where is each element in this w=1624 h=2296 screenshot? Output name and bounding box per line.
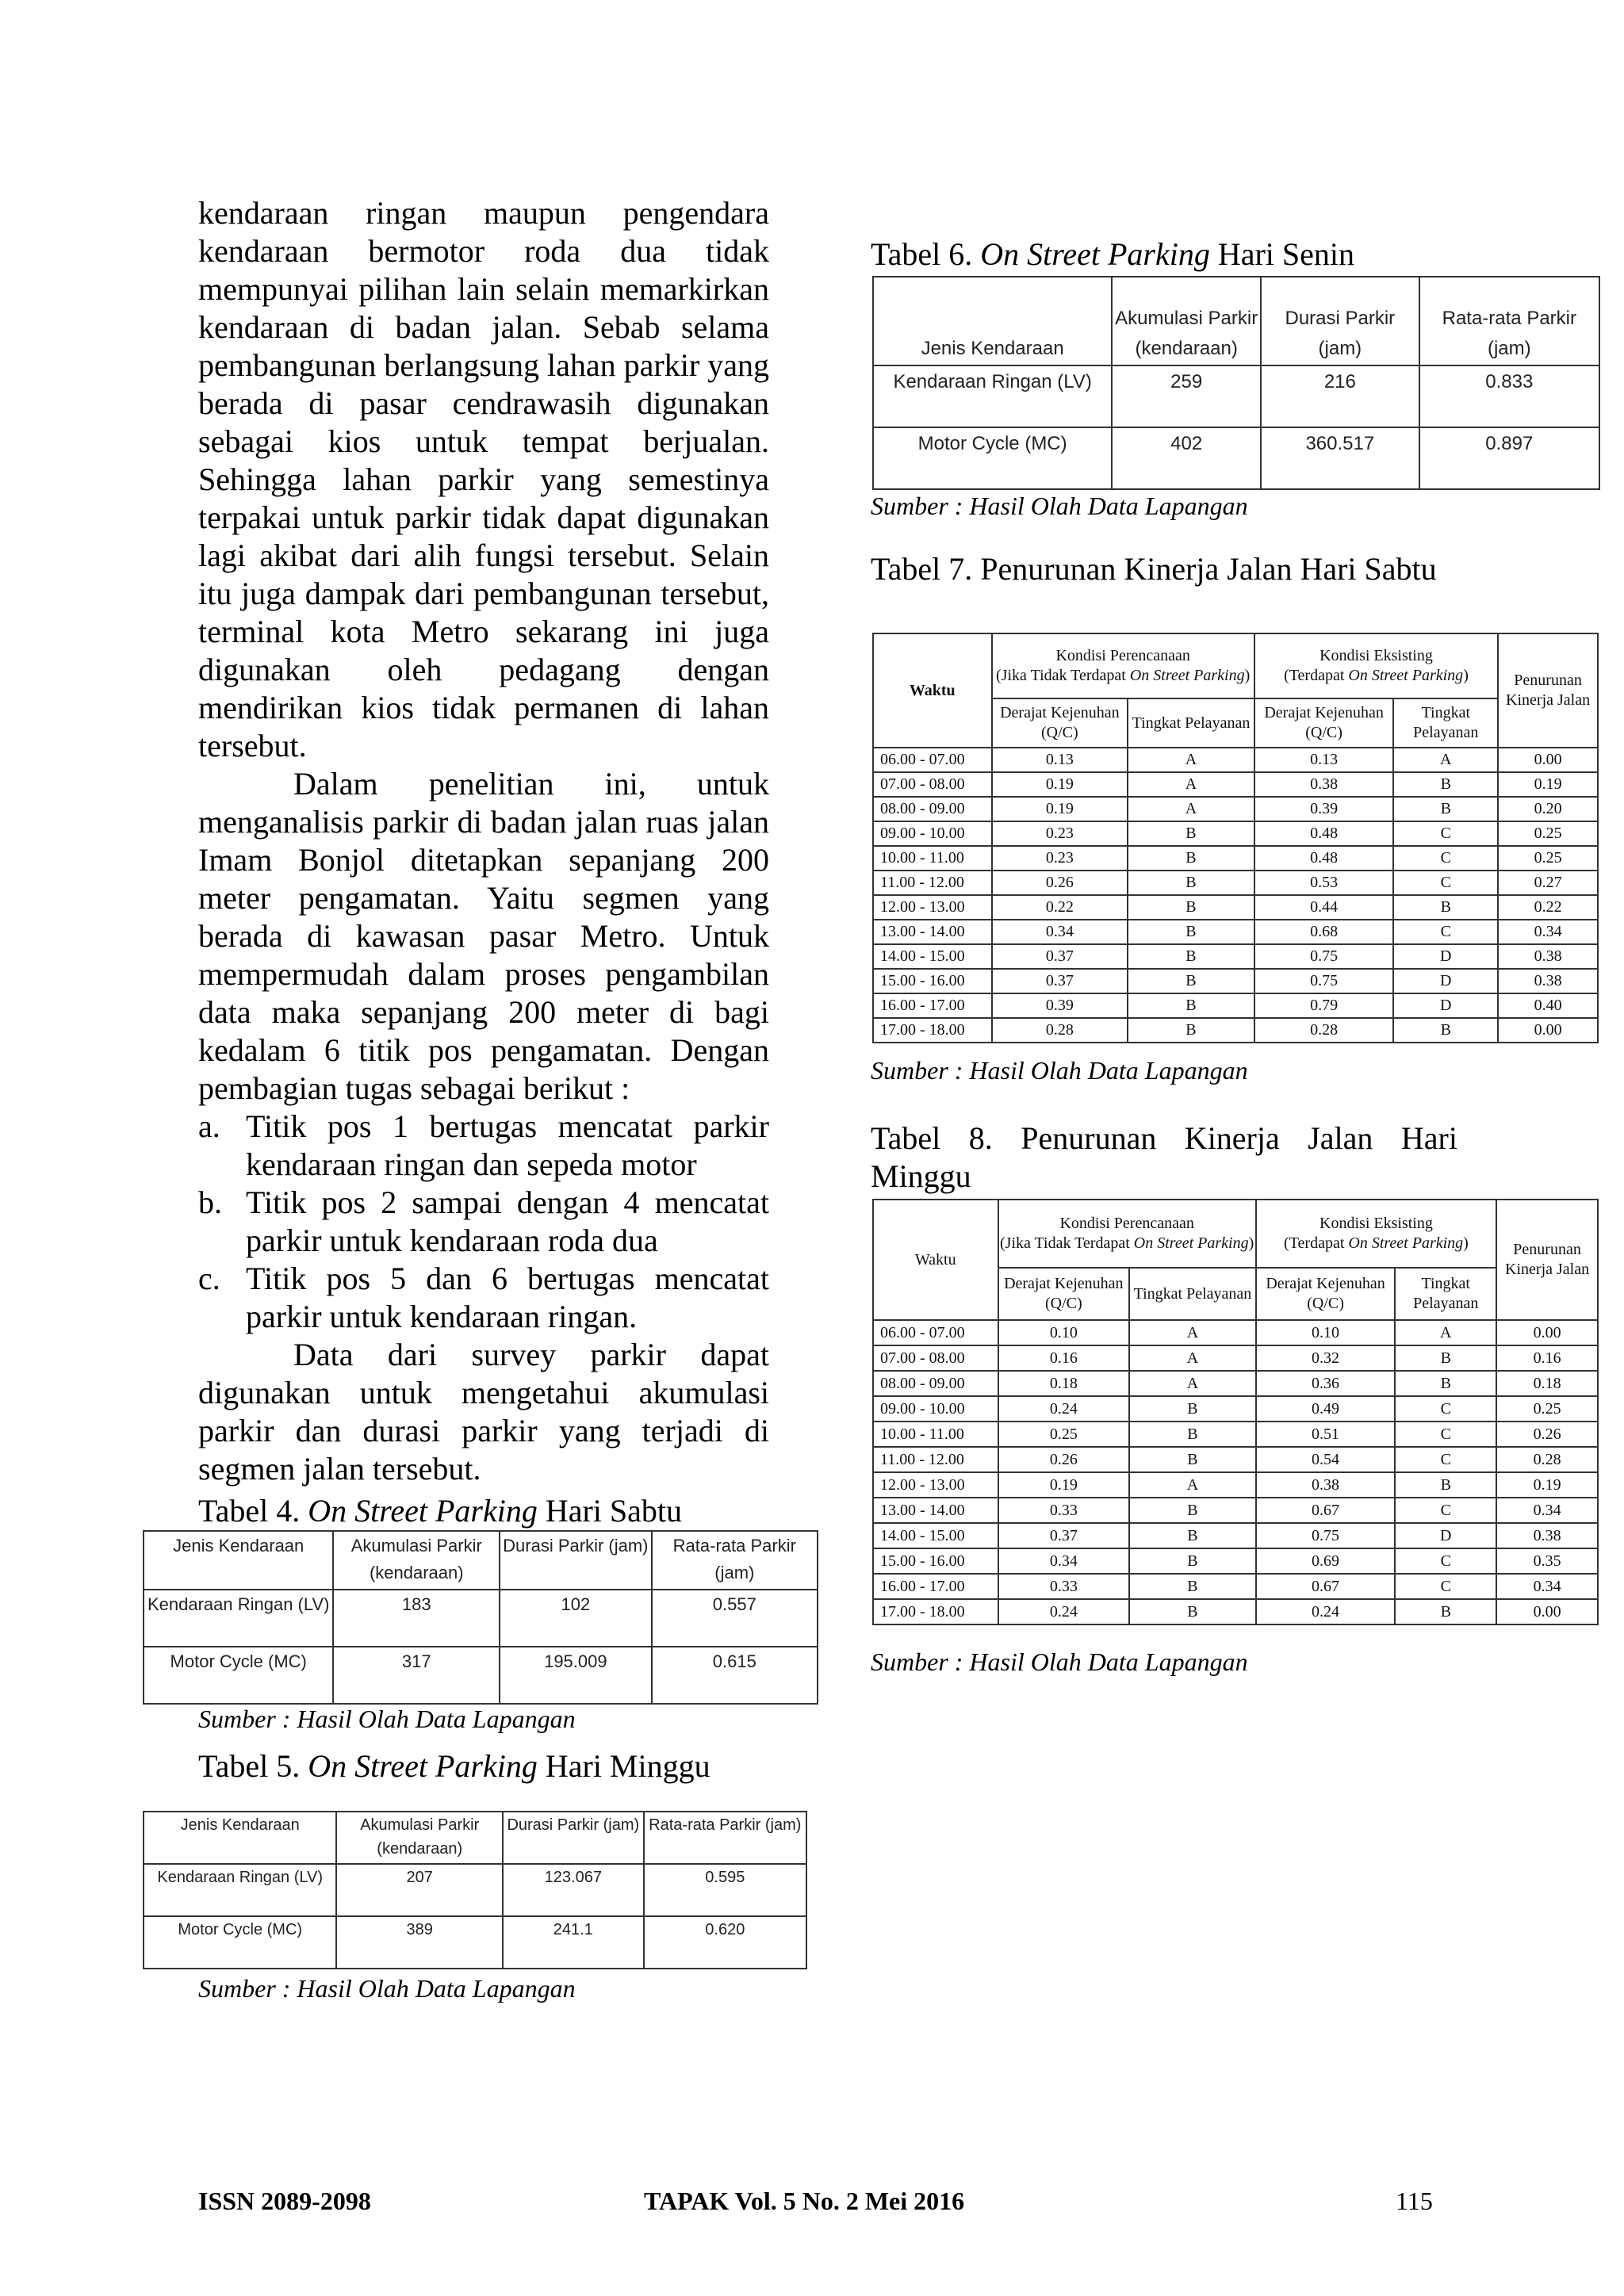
cell: 15.00 - 16.00: [873, 969, 992, 993]
cell: 06.00 - 07.00: [873, 748, 992, 772]
body-paragraph: Dalam penelitian ini, untuk menganalisis parkir di badan jalan ruas jalan Imam Bonjol ditetapkan sepanjang 200 meter pengamatan. Yaitu segmen yang berada di kawasan pasar Metro. Untuk mempermudah dalam proses pengambilan data maka sepanjang 200 meter di bagi kedalam 6 titik pos pengamatan. Dengan pembagian tugas sebagai berikut :: [198, 766, 769, 1106]
header-akumulasi: Akumulasi Parkir (kendaraan): [1112, 277, 1261, 365]
cell: C: [1395, 1574, 1496, 1599]
cell: B: [1395, 1472, 1496, 1498]
table-row: [873, 772, 1598, 797]
cell: B: [1129, 1548, 1256, 1574]
table6-source: Sumber : Hasil Olah Data Lapangan: [871, 492, 1248, 520]
cell: C: [1393, 846, 1498, 871]
cell: B: [1128, 993, 1254, 1018]
header-tingkat: Tingkat Pelayanan: [1129, 1268, 1256, 1320]
table6-source-block: [871, 490, 1248, 522]
table-row: [873, 846, 1598, 871]
table-row: [873, 427, 1599, 489]
cell: 216: [1261, 365, 1419, 427]
cell: B: [1129, 1498, 1256, 1523]
cell: 402: [1112, 427, 1261, 489]
cell: 0.27: [1498, 871, 1598, 895]
cell: 0.19: [998, 1472, 1130, 1498]
table4: [143, 1530, 818, 1705]
table6: [872, 276, 1600, 490]
cell: B: [1128, 895, 1254, 920]
table-row: [873, 1574, 1598, 1599]
cell: Motor Cycle (MC): [144, 1916, 336, 1969]
table-row: [873, 1422, 1598, 1447]
table7-wrapper: [872, 633, 1599, 1043]
cell: C: [1393, 821, 1498, 846]
cell: 195.009: [500, 1647, 652, 1704]
cell: 0.23: [992, 846, 1128, 871]
cell: B: [1128, 920, 1254, 944]
list-marker: b.: [198, 1184, 222, 1220]
cell: 0.16: [998, 1345, 1130, 1371]
table-row: [873, 1371, 1598, 1396]
cell: B: [1393, 797, 1498, 821]
cell: B: [1129, 1574, 1256, 1599]
table5-source: Sumber : Hasil Olah Data Lapangan: [198, 1974, 576, 2003]
cell: 0.75: [1254, 944, 1394, 969]
cell: 102: [500, 1590, 652, 1647]
cell: 0.19: [1496, 1472, 1598, 1498]
cell: 12.00 - 13.00: [873, 895, 992, 920]
table-row: [873, 969, 1598, 993]
cell: A: [1129, 1371, 1256, 1396]
header-jenis: Jenis Kendaraan: [873, 277, 1112, 365]
cell: C: [1395, 1396, 1496, 1422]
cell: 0.33: [998, 1498, 1130, 1523]
cell: C: [1395, 1447, 1496, 1472]
task-list: [198, 1108, 769, 1336]
cell: 17.00 - 18.00: [873, 1599, 998, 1624]
cell: 0.18: [998, 1371, 1130, 1396]
list-item-text: Titik pos 1 bertugas mencatat parkir kendaraan ringan dan sepeda motor: [246, 1108, 769, 1182]
cell: 11.00 - 12.00: [873, 871, 992, 895]
cell: 08.00 - 09.00: [873, 797, 992, 821]
cell: 0.25: [998, 1422, 1130, 1447]
cell: B: [1129, 1422, 1256, 1447]
cell: 0.25: [1498, 846, 1598, 871]
table4-caption-block: [198, 1492, 817, 1530]
cell: 0.25: [1498, 821, 1598, 846]
table-row: [873, 748, 1598, 772]
cell: A: [1128, 772, 1254, 797]
cell: 0.26: [998, 1447, 1130, 1472]
cell: Kendaraan Ringan (LV): [873, 365, 1112, 427]
cell: 389: [336, 1916, 503, 1969]
list-item: [198, 1184, 769, 1260]
cell: 0.35: [1496, 1548, 1598, 1574]
cell: 0.557: [652, 1590, 818, 1647]
cell: C: [1393, 920, 1498, 944]
table-row: [873, 797, 1598, 821]
footer-issn: ISSN 2089-2098: [198, 2187, 371, 2215]
table7-source-block: [871, 1054, 1248, 1086]
cell: Kendaraan Ringan (LV): [144, 1590, 333, 1647]
table7-caption-block: [871, 550, 1457, 588]
table5-wrapper: [143, 1811, 807, 1969]
cell: Motor Cycle (MC): [144, 1647, 333, 1704]
list-item: [198, 1260, 769, 1336]
cell: C: [1395, 1498, 1496, 1523]
list-item-text: Titik pos 5 dan 6 bertugas mencatat parkir untuk kendaraan ringan.: [246, 1261, 769, 1334]
header-jenis: Jenis Kendaraan: [144, 1812, 336, 1864]
header-rata: Rata-rata Parkir (jam): [652, 1531, 818, 1590]
cell: B: [1128, 969, 1254, 993]
cell: B: [1395, 1371, 1496, 1396]
table7-body: [873, 748, 1598, 1043]
table6-caption: Tabel 6. On Street Parking Hari Senin: [871, 236, 1355, 272]
cell: 0.54: [1256, 1447, 1396, 1472]
cell: C: [1393, 871, 1498, 895]
table-row: [873, 1447, 1598, 1472]
cell: 0.53: [1254, 871, 1394, 895]
header-derajat: Derajat Kejenuhan (Q/C): [1256, 1268, 1396, 1320]
cell: 11.00 - 12.00: [873, 1447, 998, 1472]
cell: 0.19: [1498, 772, 1598, 797]
table5-source-block: [198, 1973, 576, 2004]
cell: 0.00: [1498, 748, 1598, 772]
header-eksisting: Kondisi Eksisting (Terdapat On Street Parking): [1254, 633, 1498, 698]
cell: 16.00 - 17.00: [873, 993, 992, 1018]
table5: [143, 1811, 807, 1969]
cell: B: [1395, 1345, 1496, 1371]
cell: 207: [336, 1864, 503, 1916]
table-row: [873, 1018, 1598, 1043]
cell: 0.18: [1496, 1371, 1598, 1396]
table5-caption-block: [198, 1747, 817, 1785]
cell: 0.34: [1498, 920, 1598, 944]
table4-wrapper: [143, 1530, 818, 1705]
header-derajat: Derajat Kejenuhan (Q/C): [1254, 698, 1394, 748]
cell: B: [1393, 1018, 1498, 1043]
table-row: [873, 1320, 1598, 1345]
cell: 0.75: [1254, 969, 1394, 993]
table-row: [873, 871, 1598, 895]
cell: 07.00 - 08.00: [873, 1345, 998, 1371]
cell: 241.1: [503, 1916, 644, 1969]
cell: 0.22: [992, 895, 1128, 920]
cell: 0.39: [1254, 797, 1394, 821]
cell: 0.68: [1254, 920, 1394, 944]
cell: 0.20: [1498, 797, 1598, 821]
table-row: [873, 365, 1599, 427]
cell: B: [1393, 772, 1498, 797]
cell: 0.23: [992, 821, 1128, 846]
cell: 0.49: [1256, 1396, 1396, 1422]
cell: 0.615: [652, 1647, 818, 1704]
body-paragraph: kendaraan ringan maupun pengendara kendaraan bermotor roda dua tidak mempunyai pilihan lain selain memarkirkan kendaraan di badan jalan. Sebab selama pembangunan berlangsung lahan parkir yang berada di pasar cendrawasih digunakan sebagai kios untuk tempat berjualan. Sehingga lahan parkir yang semestinya terpakai untuk parkir tidak dapat digunakan lagi akibat dari alih fungsi tersebut. Selain itu juga dampak dari pembangunan tersebut, terminal kota Metro sekarang ini juga digunakan oleh pedagang dengan mendirikan kios tidak permanen di lahan tersebut.: [198, 195, 769, 763]
cell: B: [1128, 1018, 1254, 1043]
cell: Kendaraan Ringan (LV): [144, 1864, 336, 1916]
cell: 0.595: [644, 1864, 806, 1916]
cell: 0.34: [992, 920, 1128, 944]
table-row: [144, 1590, 818, 1647]
table-row: [873, 821, 1598, 846]
cell: 0.51: [1256, 1422, 1396, 1447]
cell: 0.38: [1256, 1472, 1396, 1498]
cell: 259: [1112, 365, 1261, 427]
cell: 0.33: [998, 1574, 1130, 1599]
cell: 0.38: [1498, 944, 1598, 969]
cell: 0.24: [1256, 1599, 1396, 1624]
cell: D: [1393, 993, 1498, 1018]
cell: 0.79: [1254, 993, 1394, 1018]
header-rata: Rata-rata Parkir (jam): [644, 1812, 806, 1864]
cell: 09.00 - 10.00: [873, 821, 992, 846]
cell: 0.620: [644, 1916, 806, 1969]
cell: 0.13: [1254, 748, 1394, 772]
cell: A: [1128, 797, 1254, 821]
table-row: [873, 944, 1598, 969]
cell: 0.48: [1254, 821, 1394, 846]
cell: 0.24: [998, 1396, 1130, 1422]
cell: 0.16: [1496, 1345, 1598, 1371]
cell: 12.00 - 13.00: [873, 1472, 998, 1498]
table-row: [873, 1548, 1598, 1574]
cell: 0.10: [998, 1320, 1130, 1345]
cell: B: [1393, 895, 1498, 920]
header-akumulasi: Akumulasi Parkir (kendaraan): [336, 1812, 503, 1864]
footer-page-number: 115: [1396, 2187, 1433, 2215]
cell: 0.67: [1256, 1498, 1396, 1523]
cell: 0.10: [1256, 1320, 1396, 1345]
list-item: [198, 1108, 769, 1184]
header-penurunan: Penurunan Kinerja Jalan: [1496, 1200, 1598, 1320]
header-tingkat: Tingkat Pelayanan: [1395, 1268, 1496, 1320]
header-eksisting: Kondisi Eksisting (Terdapat On Street Parking): [1256, 1200, 1496, 1268]
table5-caption: Tabel 5. On Street Parking Hari Minggu: [198, 1748, 710, 1784]
table6-wrapper: [872, 276, 1600, 490]
cell: A: [1129, 1472, 1256, 1498]
table8-caption-block: [871, 1119, 1457, 1196]
cell: 13.00 - 14.00: [873, 920, 992, 944]
cell: B: [1129, 1396, 1256, 1422]
cell: 0.40: [1498, 993, 1598, 1018]
cell: 0.00: [1498, 1018, 1598, 1043]
table-row: [144, 1647, 818, 1704]
cell: 0.36: [1256, 1371, 1396, 1396]
cell: 0.48: [1254, 846, 1394, 871]
cell: 0.69: [1256, 1548, 1396, 1574]
cell: 0.38: [1498, 969, 1598, 993]
header-perencanaan: Kondisi Perencanaan (Jika Tidak Terdapat On Street Parking): [998, 1200, 1256, 1268]
cell: 0.22: [1498, 895, 1598, 920]
cell: A: [1395, 1320, 1496, 1345]
cell: 0.32: [1256, 1345, 1396, 1371]
cell: A: [1129, 1345, 1256, 1371]
cell: Motor Cycle (MC): [873, 427, 1112, 489]
cell: 07.00 - 08.00: [873, 772, 992, 797]
cell: 0.37: [998, 1523, 1130, 1548]
cell: D: [1393, 969, 1498, 993]
header-derajat: Derajat Kejenuhan (Q/C): [992, 698, 1128, 748]
body-paragraph: Data dari survey parkir dapat digunakan untuk mengetahui akumulasi parkir dan durasi parkir yang terjadi di segmen jalan tersebut.: [198, 1337, 769, 1487]
table-row: [873, 895, 1598, 920]
table8-source-block: [871, 1646, 1248, 1678]
cell: B: [1129, 1447, 1256, 1472]
cell: 0.13: [992, 748, 1128, 772]
cell: B: [1128, 871, 1254, 895]
cell: D: [1393, 944, 1498, 969]
cell: 14.00 - 15.00: [873, 944, 992, 969]
cell: 0.34: [998, 1548, 1130, 1574]
table-row: [144, 1864, 806, 1916]
header-perencanaan: Kondisi Perencanaan (Jika Tidak Terdapat On Street Parking): [992, 633, 1254, 698]
table-row: [873, 1498, 1598, 1523]
list-marker: a.: [198, 1108, 220, 1144]
table7: [872, 633, 1599, 1043]
list-item-text: Titik pos 2 sampai dengan 4 mencatat parkir untuk kendaraan roda dua: [246, 1184, 769, 1258]
header-durasi: Durasi Parkir (jam): [500, 1531, 652, 1590]
cell: 14.00 - 15.00: [873, 1523, 998, 1548]
cell: 0.38: [1496, 1523, 1598, 1548]
table7-caption: Tabel 7. Penurunan Kinerja Jalan Hari Sabtu: [871, 551, 1437, 587]
table-row: [873, 993, 1598, 1018]
header-tingkat: Tingkat Pelayanan: [1128, 698, 1254, 748]
cell: 360.517: [1261, 427, 1419, 489]
cell: 0.37: [992, 944, 1128, 969]
cell: 183: [333, 1590, 500, 1647]
left-column: [198, 194, 769, 1488]
cell: B: [1129, 1523, 1256, 1548]
table-row: [144, 1916, 806, 1969]
cell: 17.00 - 18.00: [873, 1018, 992, 1043]
cell: B: [1128, 846, 1254, 871]
header-akumulasi: Akumulasi Parkir (kendaraan): [333, 1531, 500, 1590]
cell: 0.67: [1256, 1574, 1396, 1599]
table4-source-block: [198, 1703, 576, 1735]
cell: C: [1395, 1548, 1496, 1574]
cell: 0.00: [1496, 1320, 1598, 1345]
cell: A: [1129, 1320, 1256, 1345]
header-durasi: Durasi Parkir (jam): [503, 1812, 644, 1864]
header-waktu: Waktu: [873, 633, 992, 748]
cell: 15.00 - 16.00: [873, 1548, 998, 1574]
table8-caption: Tabel 8. Penurunan Kinerja Jalan Hari Minggu: [871, 1120, 1457, 1194]
cell: 0.19: [992, 772, 1128, 797]
header-rata: Rata-rata Parkir (jam): [1419, 277, 1599, 365]
footer-journal: TAPAK Vol. 5 No. 2 Mei 2016: [644, 2187, 965, 2215]
cell: 0.19: [992, 797, 1128, 821]
cell: 08.00 - 09.00: [873, 1371, 998, 1396]
cell: 16.00 - 17.00: [873, 1574, 998, 1599]
header-tingkat: Tingkat Pelayanan: [1393, 698, 1498, 748]
cell: 0.28: [1254, 1018, 1394, 1043]
cell: 0.37: [992, 969, 1128, 993]
cell: 09.00 - 10.00: [873, 1396, 998, 1422]
table4-source: Sumber : Hasil Olah Data Lapangan: [198, 1705, 576, 1733]
table8-wrapper: [872, 1199, 1599, 1625]
cell: 0.75: [1256, 1523, 1396, 1548]
table-row: [873, 1396, 1598, 1422]
cell: 0.897: [1419, 427, 1599, 489]
table4-caption: Tabel 4. On Street Parking Hari Sabtu: [198, 1493, 683, 1529]
header-derajat: Derajat Kejenuhan (Q/C): [998, 1268, 1130, 1320]
cell: 10.00 - 11.00: [873, 846, 992, 871]
cell: 0.28: [1496, 1447, 1598, 1472]
cell: 0.00: [1496, 1599, 1598, 1624]
cell: 0.28: [992, 1018, 1128, 1043]
table-row: [873, 1523, 1598, 1548]
cell: 0.26: [1496, 1422, 1598, 1447]
table8-body: [873, 1320, 1598, 1624]
cell: 317: [333, 1647, 500, 1704]
cell: 0.26: [992, 871, 1128, 895]
cell: 0.44: [1254, 895, 1394, 920]
cell: B: [1128, 944, 1254, 969]
table-row: [873, 1345, 1598, 1371]
cell: 0.24: [998, 1599, 1130, 1624]
header-durasi: Durasi Parkir (jam): [1261, 277, 1419, 365]
table8: [872, 1199, 1599, 1625]
cell: 06.00 - 07.00: [873, 1320, 998, 1345]
table-row: [873, 920, 1598, 944]
cell: B: [1129, 1599, 1256, 1624]
cell: B: [1128, 821, 1254, 846]
cell: B: [1395, 1599, 1496, 1624]
cell: 0.34: [1496, 1574, 1598, 1599]
table-row: [873, 1472, 1598, 1498]
cell: 0.38: [1254, 772, 1394, 797]
table6-caption-block: [871, 235, 1584, 274]
cell: 0.25: [1496, 1396, 1598, 1422]
cell: C: [1395, 1422, 1496, 1447]
table8-source: Sumber : Hasil Olah Data Lapangan: [871, 1647, 1248, 1676]
table-row: [873, 1599, 1598, 1624]
cell: 0.833: [1419, 365, 1599, 427]
cell: 0.39: [992, 993, 1128, 1018]
cell: 10.00 - 11.00: [873, 1422, 998, 1447]
header-penurunan: Penurunan Kinerja Jalan: [1498, 633, 1598, 748]
cell: D: [1395, 1523, 1496, 1548]
header-waktu: Waktu: [873, 1200, 998, 1320]
table7-source: Sumber : Hasil Olah Data Lapangan: [871, 1056, 1248, 1085]
cell: 123.067: [503, 1864, 644, 1916]
list-marker: c.: [198, 1261, 220, 1296]
cell: A: [1128, 748, 1254, 772]
cell: 13.00 - 14.00: [873, 1498, 998, 1523]
cell: A: [1393, 748, 1498, 772]
cell: 0.34: [1496, 1498, 1598, 1523]
header-jenis: Jenis Kendaraan: [144, 1531, 333, 1590]
